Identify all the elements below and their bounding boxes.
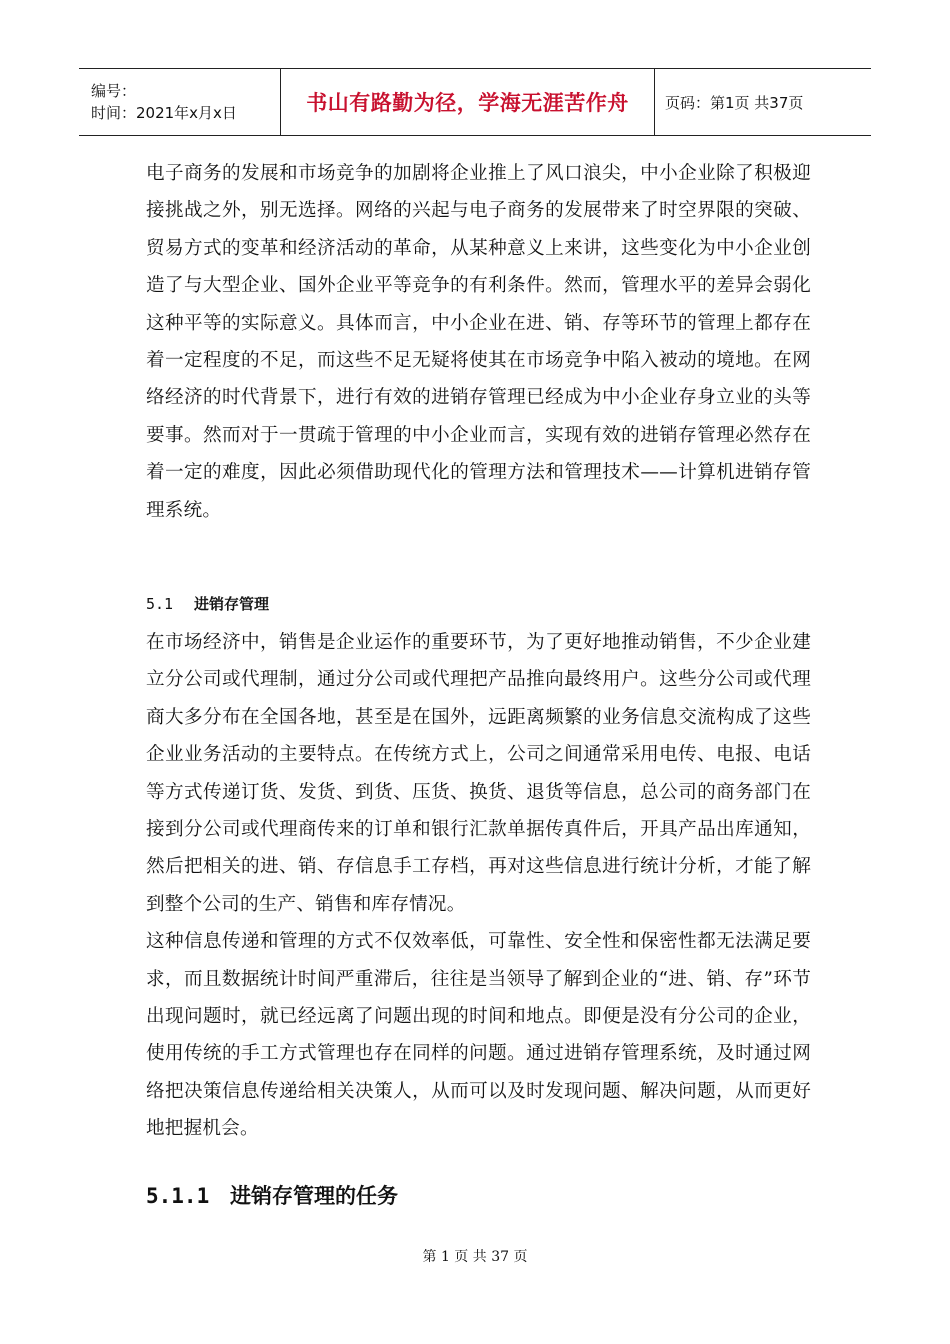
page-footer [0, 1246, 950, 1266]
section-number: 5.1.1 [146, 1184, 210, 1208]
section-title: 进销存管理 [194, 595, 270, 613]
intro-paragraph: 电子商务的发展和市场竞争的加剧将企业推上了风口浪尖，中小企业除了积极迎接挑战之外，别无选择。网络的兴起与电子商务的发展带来了时空界限的突破、贸易方式的变革和经济活动的革命，从某种意义上来讲，这些变化为中小企业创造了与大型企业、国外企业平等竞争的有利条件。然而，管理水平的差异会弱化这种平等的实际意义。具体而言，中小企业在进、销、存等环节的管理上都存在着一定程度的不足，而这些不足无疑将使其在市场竞争中陷入被动的境地。在网络经济的时代背景下，进行有效的进销存管理已经成为中小企业存身立业的头等要事。然而对于一贯疏于管理的中小企业而言，实现有效的进销存管理必然存在着一定的难度，因此必须借助现代化的管理方法和管理技术——计算机进销存管理系统。 [146, 163, 811, 521]
section-heading-5-1-1 [146, 1180, 398, 1210]
header-motto-cell [281, 69, 655, 135]
section-heading-5-1 [146, 593, 269, 614]
intro-block [146, 155, 811, 529]
header-page-cell [655, 69, 871, 135]
header-info-cell [79, 69, 281, 135]
body-paragraph: 这种信息传递和管理的方式不仅效率低，可靠性、安全性和保密性都无法满足要求，而且数据统计时间严重滞后，往往是当领导了解到企业的“进、销、存”环节出现问题时，就已经远离了问题出现的时间和地点。即便是没有分公司的企业，使用传统的手工方式管理也存在同样的问题。通过进销存管理系统，及时通过网络把决策信息传递给相关决策人，从而可以及时发现问题、解决问题，从而更好地把握机会。 [146, 931, 811, 1140]
page-header [79, 68, 871, 136]
body-paragraph: 在市场经济中，销售是企业运作的重要环节，为了更好地推动销售，不少企业建立分公司或代理制，通过分公司或代理把产品推向最终用户。这些分公司或代理商大多分布在全国各地，甚至是在国外，远距离频繁的业务信息交流构成了这些企业业务活动的主要特点。在传统方式上，公司之间通常采用电传、电报、电话等方式传递订货、发货、到货、压货、换货、退货等信息，总公司的商务部门在接到分公司或代理商传来的订单和银行汇款单据传真件后，开具产品出库通知，然后把相关的进、销、存信息手工存档，再对这些信息进行统计分析，才能了解到整个公司的生产、销售和库存情况。 [146, 632, 811, 915]
section-5-1-body [146, 624, 811, 1148]
header-page-code: 页码：第1页 共37页 [665, 93, 804, 112]
header-motto: 书山有路勤为径，学海无涯苦作舟 [306, 91, 629, 115]
section-number: 5.1 [146, 595, 174, 613]
document-code-label: 编号： [91, 82, 137, 100]
footer-page-number: 第 1 页 共 37 页 [422, 1249, 528, 1265]
document-time-label: 时间：2021年x月x日 [91, 104, 237, 122]
section-title: 进销存管理的任务 [230, 1184, 398, 1208]
